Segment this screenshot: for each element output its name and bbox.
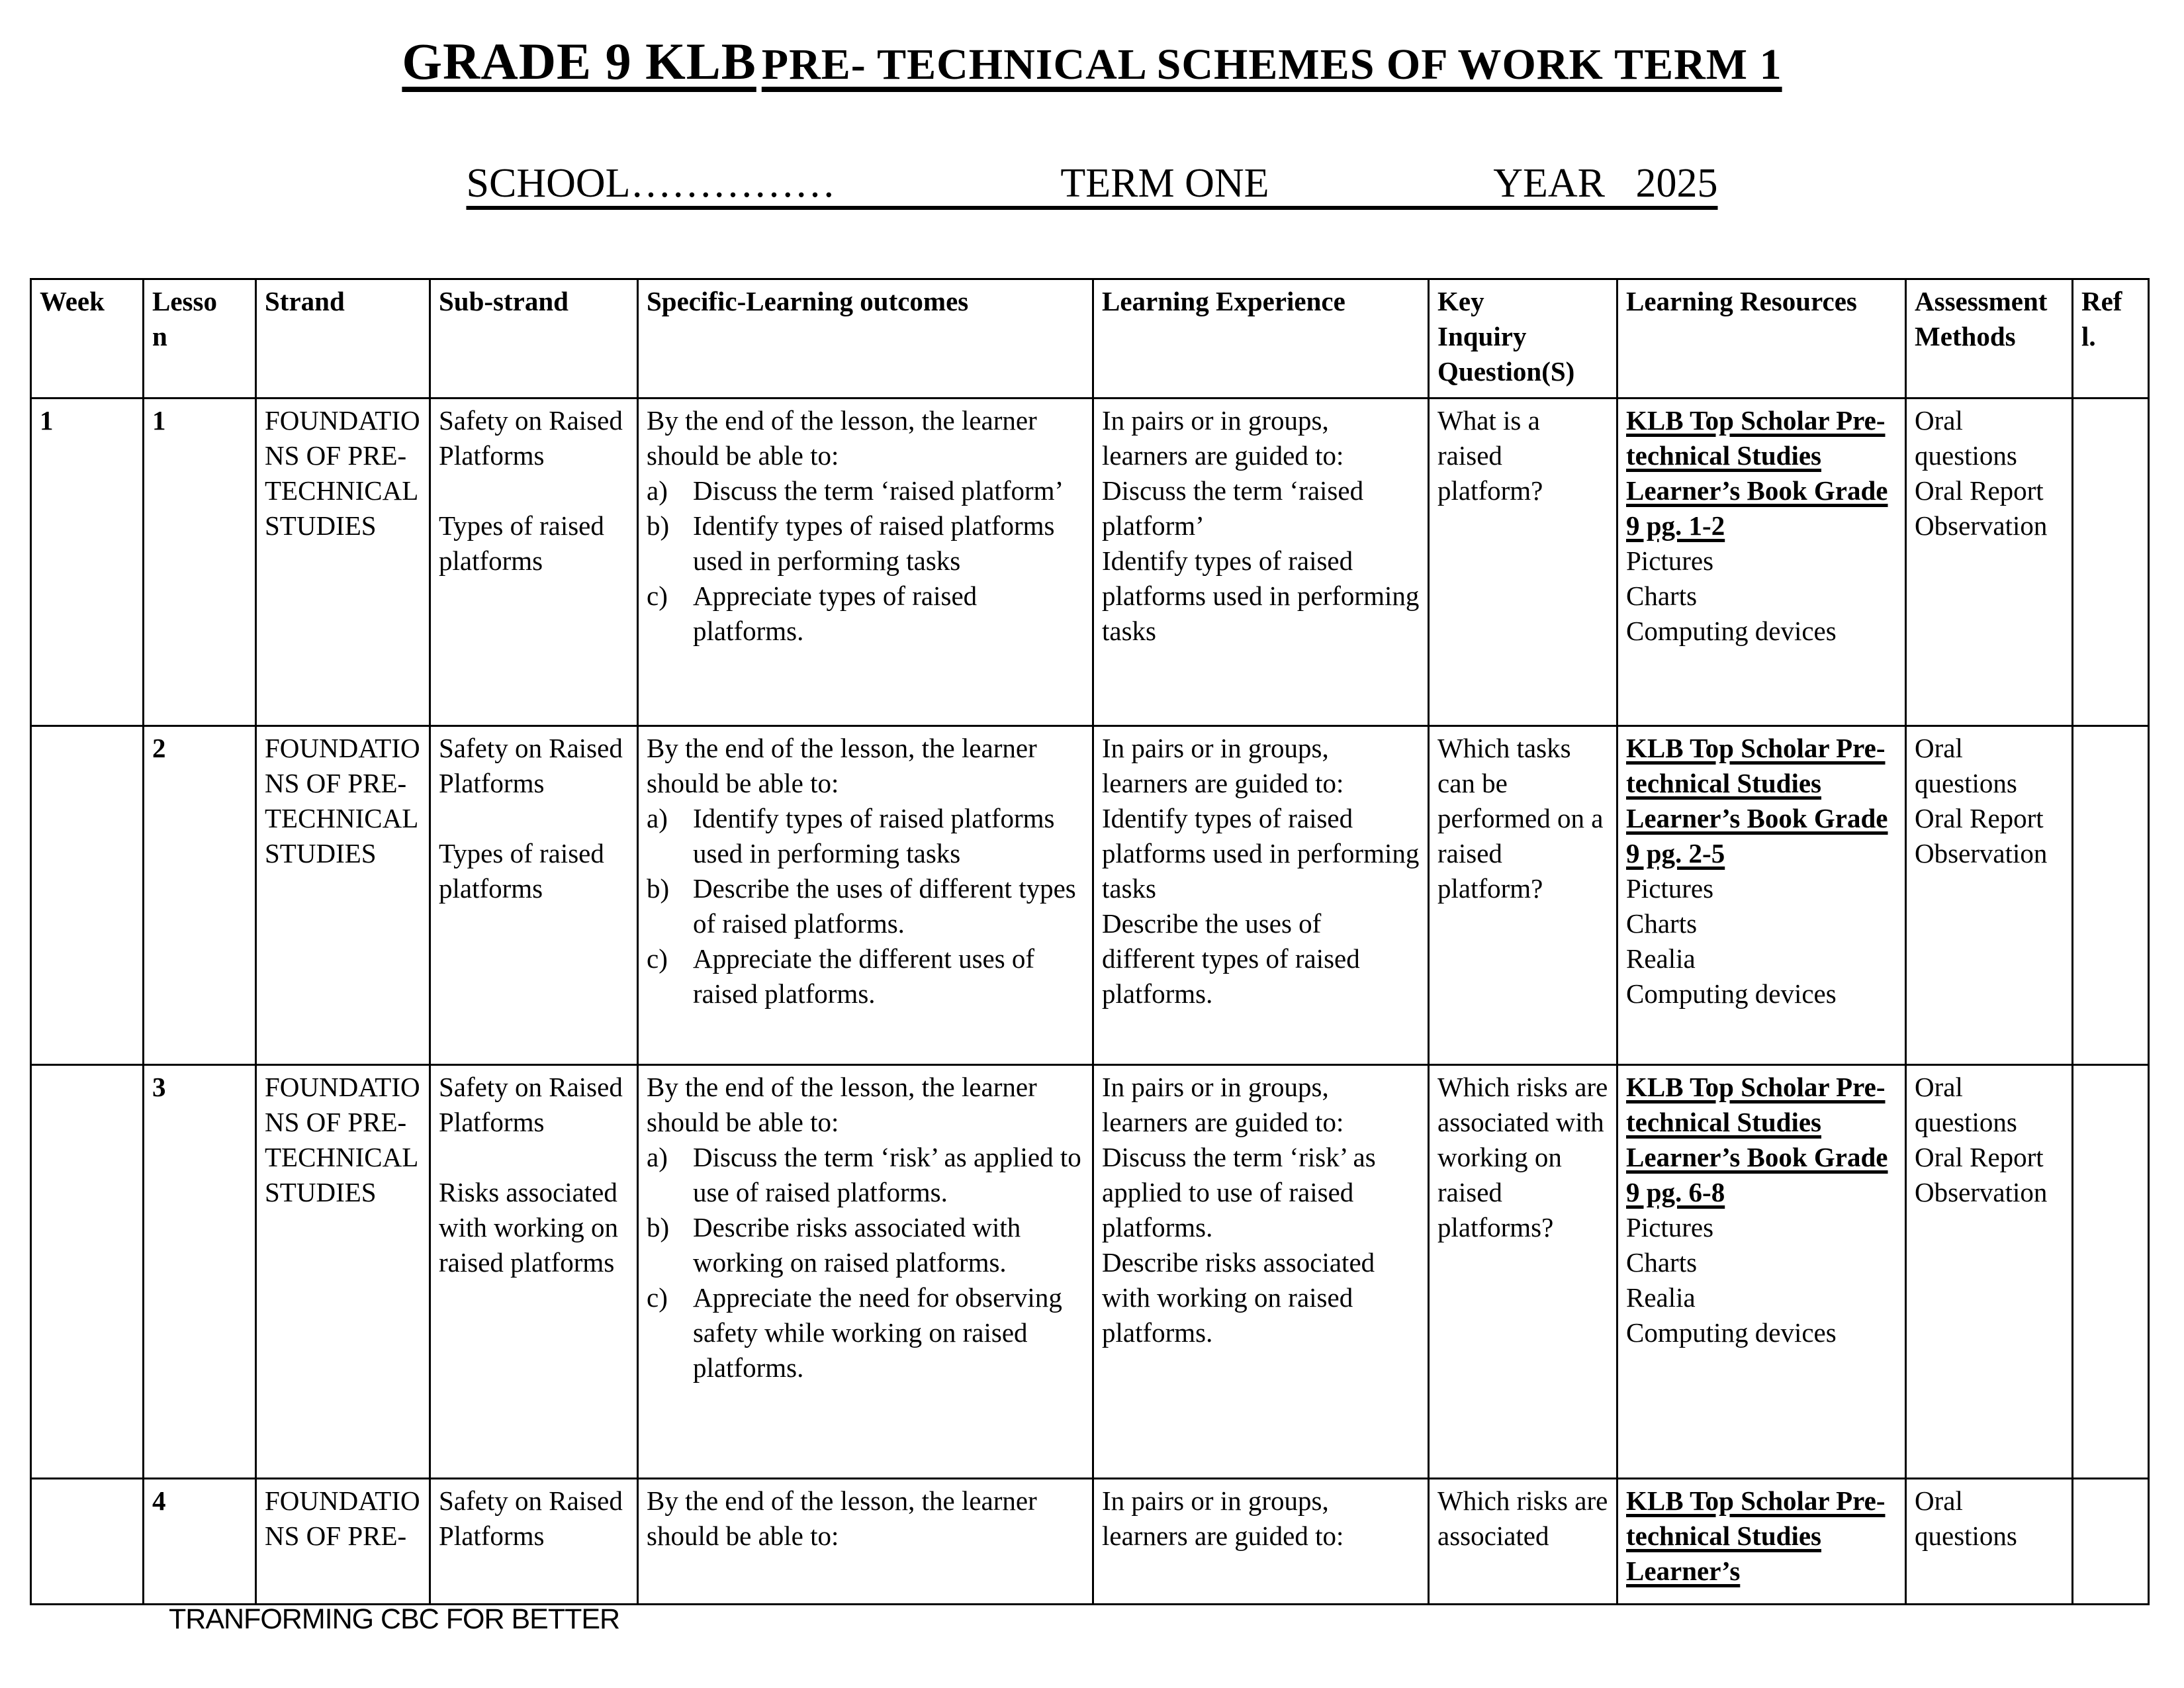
outcome-marker: c) <box>647 1282 668 1313</box>
table-row-lesson-3 <box>31 1065 2149 1479</box>
week-cell <box>31 1065 144 1479</box>
refl-cell <box>2073 399 2149 726</box>
outcome-text: Discuss the term ‘raised platform’ <box>693 475 1064 506</box>
key-inquiry-question: Which risks are associated <box>1437 1485 1608 1551</box>
col-header-strand <box>256 279 430 399</box>
resource-item: Realia <box>1626 1282 1696 1313</box>
outcomes-cell <box>638 726 1093 1065</box>
col-header-lesson-label: Lesson <box>152 286 217 352</box>
resource-item: Computing devices <box>1626 1317 1837 1348</box>
experience-item: Describe the uses of different types of raised platforms. <box>1102 908 1360 1009</box>
strand-cell <box>256 399 430 726</box>
outcome-marker: a) <box>647 803 668 833</box>
experience-item: Discuss the term ‘raised platform’ <box>1102 475 1364 541</box>
assessment-cell <box>1906 726 2073 1065</box>
page-title-main: GRADE 9 KLB <box>402 32 756 90</box>
col-header-refl <box>2073 279 2149 399</box>
outcome-item <box>647 941 1084 1011</box>
experience-intro: In pairs or in groups, learners are guided to: <box>1102 733 1344 798</box>
table-row-lesson-1 <box>31 399 2149 726</box>
col-header-assessment <box>1906 279 2073 399</box>
footer-slogan: TRANFORMING CBC FOR BETTER <box>169 1603 620 1635</box>
key-inquiry-question: Which risks are associated with working on raised platforms? <box>1437 1072 1608 1243</box>
experience-intro: In pairs or in groups, learners are guided to: <box>1102 405 1344 471</box>
col-header-resources <box>1617 279 1906 399</box>
key-inquiry-cell <box>1429 1479 1617 1605</box>
experience-item: Identify types of raised platforms used in performing tasks <box>1102 545 1420 646</box>
experience-cell <box>1093 1479 1429 1605</box>
strand-text: FOUNDATIONS OF PRE-TECHNICAL STUDIES <box>265 1072 420 1207</box>
resources-cell <box>1617 399 1906 726</box>
outcomes-cell <box>638 399 1093 726</box>
col-header-sub-strand-label: Sub-strand <box>439 286 569 316</box>
sub-strand-primary: Safety on Raised Platforms <box>439 1485 623 1551</box>
outcome-marker: a) <box>647 1142 668 1172</box>
experience-cell <box>1093 726 1429 1065</box>
strand-cell <box>256 1479 430 1605</box>
page-title-rest: PRE- TECHNICAL SCHEMES OF WORK TERM 1 <box>761 40 1782 89</box>
sub-strand-cell <box>430 399 638 726</box>
assessment-item: Observation <box>1915 510 2048 541</box>
assessment-item: Oral questions <box>1915 1072 2017 1137</box>
sub-strand-cell <box>430 1065 638 1479</box>
table-row-lesson-2 <box>31 726 2149 1065</box>
outcome-marker: a) <box>647 475 668 506</box>
outcome-item <box>647 473 1084 508</box>
strand-text: FOUNDATIONS OF PRE- <box>265 1485 420 1551</box>
experience-cell <box>1093 1065 1429 1479</box>
schemes-of-work-table <box>30 278 2150 1605</box>
outcome-item <box>647 1210 1084 1280</box>
outcome-text: Identify types of raised platforms used in performing tasks <box>693 510 1055 576</box>
assessment-cell <box>1906 399 2073 726</box>
col-header-week <box>31 279 144 399</box>
strand-cell <box>256 726 430 1065</box>
key-inquiry-cell <box>1429 726 1617 1065</box>
week-cell <box>31 399 144 726</box>
resource-item: Charts <box>1626 1247 1698 1278</box>
assessment-item: Observation <box>1915 838 2048 868</box>
resources-cell <box>1617 726 1906 1065</box>
refl-cell <box>2073 726 2149 1065</box>
school-term-year-line: SCHOOL…………… TERM ONE YEAR 2025 <box>466 161 1718 206</box>
experience-item: Discuss the term ‘risk’ as applied to use of raised platforms. <box>1102 1142 1376 1243</box>
sub-strand-cell <box>430 1479 638 1605</box>
assessment-item: Oral questions <box>1915 405 2017 471</box>
outcome-item <box>647 579 1084 649</box>
col-header-key-inquiry-label: Key Inquiry Question(S) <box>1437 286 1575 387</box>
col-header-lesson <box>144 279 256 399</box>
assessment-item: Oral Report <box>1915 475 2044 506</box>
experience-cell <box>1093 399 1429 726</box>
outcome-text: Appreciate the different uses of raised platforms. <box>693 943 1035 1009</box>
sub-strand-primary: Safety on Raised Platforms <box>439 405 623 471</box>
page-title <box>0 32 2184 91</box>
assessment-item: Oral Report <box>1915 1142 2044 1172</box>
strand-cell <box>256 1065 430 1479</box>
resources-cell <box>1617 1065 1906 1479</box>
outcome-marker: c) <box>647 943 668 974</box>
week-cell <box>31 726 144 1065</box>
outcome-text: Describe the uses of different types of raised platforms. <box>693 873 1076 939</box>
outcomes-intro: By the end of the lesson, the learner should be able to: <box>647 1072 1037 1137</box>
sub-strand-primary: Safety on Raised Platforms <box>439 1072 623 1137</box>
outcome-text: Appreciate types of raised platforms. <box>693 581 978 646</box>
col-header-sub-strand <box>430 279 638 399</box>
col-header-experience <box>1093 279 1429 399</box>
outcome-item <box>647 801 1084 871</box>
header-row <box>31 279 2149 399</box>
outcome-item <box>647 508 1084 579</box>
table-row-lesson-4 <box>31 1479 2149 1605</box>
resource-item: Realia <box>1626 943 1696 974</box>
outcome-text: Identify types of raised platforms used in performing tasks <box>693 803 1055 868</box>
refl-cell <box>2073 1479 2149 1605</box>
col-header-strand-label: Strand <box>265 286 345 316</box>
resource-item: Computing devices <box>1626 978 1837 1009</box>
key-inquiry-question: What is a raised platform? <box>1437 405 1543 506</box>
resource-item: Computing devices <box>1626 616 1837 646</box>
week-cell <box>31 1479 144 1605</box>
outcome-marker: c) <box>647 581 668 611</box>
outcome-marker: b) <box>647 510 670 541</box>
col-header-outcomes <box>638 279 1093 399</box>
col-header-assessment-label: Assessment Methods <box>1915 286 2048 352</box>
strand-text: FOUNDATIONS OF PRE-TECHNICAL STUDIES <box>265 405 420 541</box>
refl-cell <box>2073 1065 2149 1479</box>
col-header-week-label: Week <box>40 286 105 316</box>
lesson-number: 1 <box>152 405 166 436</box>
sub-strand-cell <box>430 726 638 1065</box>
outcome-text: Describe risks associated with working on raised platforms. <box>693 1212 1021 1278</box>
lesson-cell <box>144 1479 256 1605</box>
sub-strand-secondary: Types of raised platforms <box>439 510 604 576</box>
assessment-item: Observation <box>1915 1177 2048 1207</box>
resource-item: Pictures <box>1626 1212 1714 1243</box>
experience-intro: In pairs or in groups, learners are guided to: <box>1102 1485 1344 1551</box>
col-header-refl-label: Refl. <box>2081 286 2122 352</box>
resource-item: Pictures <box>1626 545 1714 576</box>
resource-item: Charts <box>1626 581 1698 611</box>
lesson-number: 3 <box>152 1072 166 1102</box>
resource-book-reference: KLB Top Scholar Pre-technical Studies Learner’s Book Grade 9 pg. 1-2 <box>1626 405 1888 541</box>
lesson-number: 4 <box>152 1485 166 1516</box>
experience-item: Describe risks associated with working on raised platforms. <box>1102 1247 1375 1348</box>
resource-book-reference: KLB Top Scholar Pre-technical Studies Learner’s Book Grade 9 pg. 2-5 <box>1626 733 1888 868</box>
outcomes-intro: By the end of the lesson, the learner should be able to: <box>647 1485 1037 1551</box>
sub-strand-primary: Safety on Raised Platforms <box>439 733 623 798</box>
resource-item: Pictures <box>1626 873 1714 904</box>
sub-strand-secondary: Risks associated with working on raised platforms <box>439 1177 619 1278</box>
resource-book-reference: KLB Top Scholar Pre-technical Studies Learner’s Book Grade 9 pg. 6-8 <box>1626 1072 1888 1207</box>
experience-intro: In pairs or in groups, learners are guided to: <box>1102 1072 1344 1137</box>
assessment-item: Oral questions <box>1915 733 2017 798</box>
sub-strand-secondary: Types of raised platforms <box>439 838 604 904</box>
lesson-cell <box>144 726 256 1065</box>
assessment-item: Oral Report <box>1915 803 2044 833</box>
outcomes-intro: By the end of the lesson, the learner should be able to: <box>647 733 1037 798</box>
col-header-outcomes-label: Specific-Learning outcomes <box>647 286 969 316</box>
outcome-marker: b) <box>647 873 670 904</box>
lesson-cell <box>144 399 256 726</box>
key-inquiry-cell <box>1429 399 1617 726</box>
week-number: 1 <box>40 405 54 436</box>
col-header-key-inquiry <box>1429 279 1617 399</box>
key-inquiry-cell <box>1429 1065 1617 1479</box>
assessment-cell <box>1906 1479 2073 1605</box>
outcome-item <box>647 1140 1084 1210</box>
outcome-text: Appreciate the need for observing safety while working on raised platforms. <box>693 1282 1062 1383</box>
assessment-cell <box>1906 1065 2073 1479</box>
outcomes-cell <box>638 1065 1093 1479</box>
resource-item: Charts <box>1626 908 1698 939</box>
col-header-resources-label: Learning Resources <box>1626 286 1857 316</box>
resources-cell <box>1617 1479 1906 1605</box>
assessment-item: Oral questions <box>1915 1485 2017 1551</box>
outcome-marker: b) <box>647 1212 670 1243</box>
experience-item: Identify types of raised platforms used in performing tasks <box>1102 803 1420 904</box>
outcome-item <box>647 871 1084 941</box>
lesson-cell <box>144 1065 256 1479</box>
strand-text: FOUNDATIONS OF PRE-TECHNICAL STUDIES <box>265 733 420 868</box>
resource-book-reference: KLB Top Scholar Pre-technical Studies Learner’s <box>1626 1485 1886 1586</box>
key-inquiry-question: Which tasks can be performed on a raised platform? <box>1437 733 1604 904</box>
outcomes-intro: By the end of the lesson, the learner should be able to: <box>647 405 1037 471</box>
lesson-number: 2 <box>152 733 166 763</box>
col-header-experience-label: Learning Experience <box>1102 286 1345 316</box>
outcome-item <box>647 1280 1084 1385</box>
outcomes-cell <box>638 1479 1093 1605</box>
outcome-text: Discuss the term ‘risk’ as applied to use of raised platforms. <box>693 1142 1081 1207</box>
